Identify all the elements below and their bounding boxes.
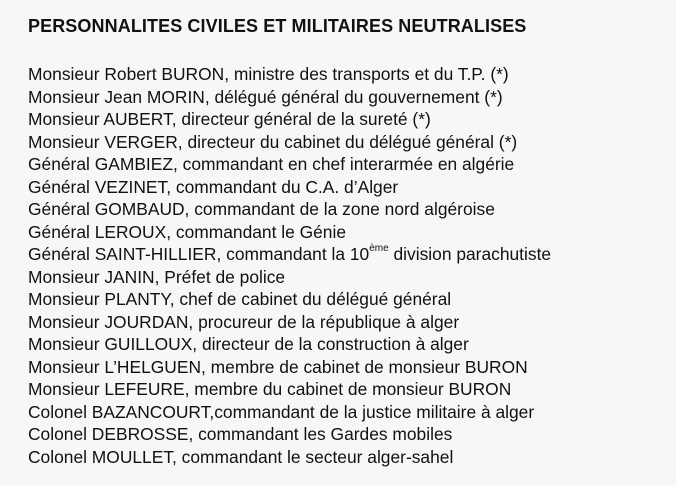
list-item-suffix: division parachutiste bbox=[388, 244, 552, 264]
list-item: Colonel BAZANCOURT,commandant de la justice militaire à alger bbox=[28, 401, 535, 422]
list-item: Général GOMBAUD, commandant de la zone nord algéroise bbox=[28, 199, 495, 219]
list-item: Monsieur JOURDAN, procureur de la république à alger bbox=[28, 311, 460, 332]
list-item: Général GAMBIEZ, commandant en chef interarmée en algérie bbox=[28, 154, 515, 174]
list-item: Monsieur GUILLOUX, directeur de la construction à alger bbox=[28, 334, 469, 354]
list-item: Monsieur VERGER, directeur du cabinet du délégué général (*) bbox=[28, 131, 518, 152]
list-item: Monsieur AUBERT, directeur général de la sureté (*) bbox=[28, 109, 431, 129]
list-item: Monsieur L’HELGUEN, membre de cabinet de monsieur BURON bbox=[28, 356, 528, 377]
list-item: Monsieur PLANTY, chef de cabinet du délégué général bbox=[28, 289, 452, 309]
list-item-saint-hillier bbox=[28, 243, 668, 266]
personality-list bbox=[28, 63, 668, 468]
list-item: Monsieur Robert BURON, ministre des transports et du T.P. (*) bbox=[28, 64, 509, 84]
list-item: Monsieur LEFEURE, membre du cabinet de monsieur BURON bbox=[28, 379, 512, 399]
list-item: Colonel DEBROSSE, commandant les Gardes mobiles bbox=[28, 424, 453, 444]
list-item-prefix: Général SAINT-HILLIER, commandant la 10 bbox=[28, 244, 370, 264]
ordinal-superscript: ème bbox=[369, 243, 389, 254]
list-item: Colonel MOULLET, commandant le secteur alger-sahel bbox=[28, 446, 454, 467]
list-item: Monsieur JANIN, Préfet de police bbox=[28, 266, 286, 287]
list-item: Général VEZINET, commandant du C.A. d’Alger bbox=[28, 176, 399, 197]
list-item: Général LEROUX, commandant le Génie bbox=[28, 221, 347, 242]
list-item: Monsieur Jean MORIN, délégué général du gouvernement (*) bbox=[28, 86, 503, 107]
page-title: PERSONNALITES CIVILES ET MILITAIRES NEUTRALISES bbox=[28, 16, 527, 36]
